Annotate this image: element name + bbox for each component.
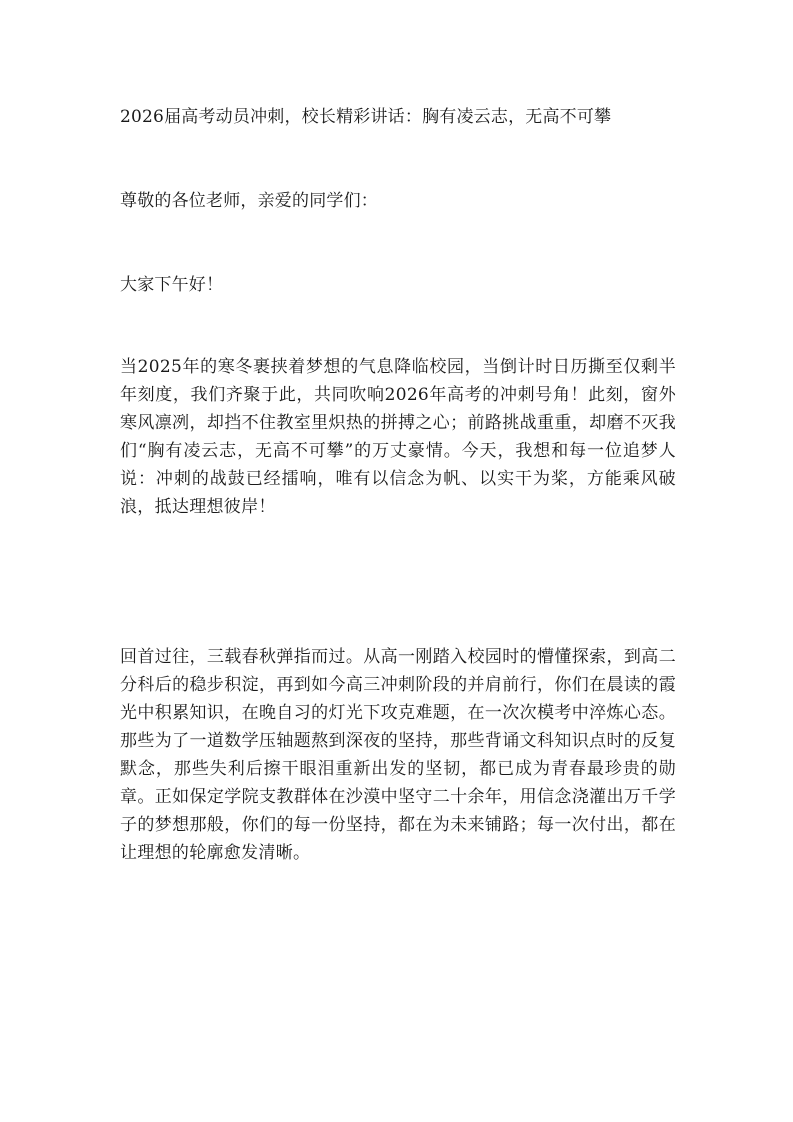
- document-title: 2026届高考动员冲刺，校长精彩讲话：胸有凌云志，无高不可攀: [120, 107, 612, 127]
- paragraph-2: 回首过往，三载春秋弹指而过。从高一刚踏入校园时的懵懂探索，到高二分科后的稳步积淀，再到如今高三冲刺阶段的并肩前行，你们在晨读的霞光中积累知识，在晚自习的灯光下攻克难题，在一次次模考中淬炼心态。那些为了一道数学压轴题熬到深夜的坚持，那些背诵文科知识点时的反复默念，那些失利后擦干眼泪重新出发的坚韧，都已成为青春最珍贵的勋章。正如保定学院支教群体在沙漠中坚守二十余年，用信念浇灌出万千学子的梦想那般，你们的每一份坚持，都在为未来铺路；每一次付出，都在让理想的轮廓愈发清晰。: [120, 647, 676, 863]
- greeting: 大家下午好！: [120, 275, 224, 295]
- paragraph-1: 当2025年的寒冬裹挟着梦想的气息降临校园，当倒计时日历撕至仅剩半年刻度，我们齐聚于此，共同吹响2026年高考的冲刺号角！此刻，窗外寒风凛冽，却挡不住教室里炽热的拼搏之心；前路挑战重重，却磨不灭我们“胸有凌云志，无高不可攀”的万丈豪情。今天，我想和每一位追梦人说：冲刺的战鼓已经擂响，唯有以信念为帆、以实干为桨，方能乘风破浪，抵达理想彼岸！: [120, 357, 676, 517]
- salutation: 尊敬的各位老师，亲爱的同学们：: [120, 191, 378, 211]
